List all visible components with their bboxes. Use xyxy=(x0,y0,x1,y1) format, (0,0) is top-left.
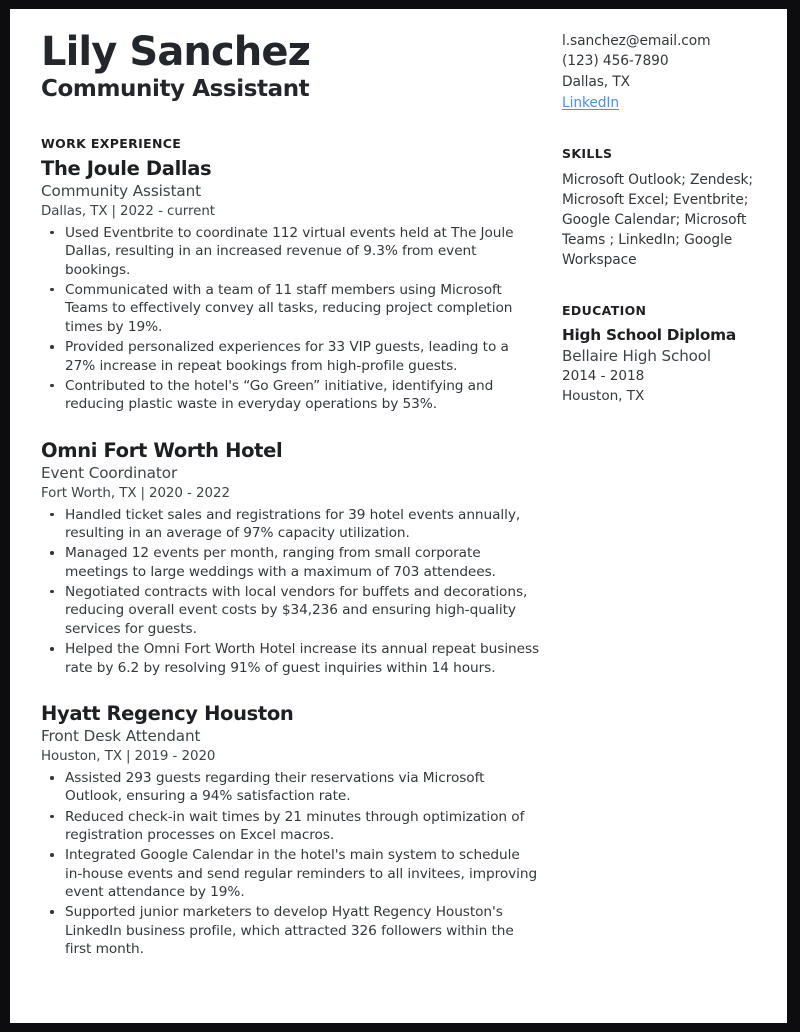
job-bullet-list xyxy=(41,769,541,959)
candidate-headline: Community Assistant xyxy=(41,76,310,103)
education-heading: EDUCATION xyxy=(562,303,647,319)
education-location: Houston, TX xyxy=(562,388,645,405)
contact-email[interactable]: l.sanchez@email.com xyxy=(562,33,711,49)
job-company: Hyatt Regency Houston xyxy=(41,702,294,726)
job-bullet: Assisted 293 guests regarding their reservations via Microsoft Outlook, ensuring a 94% satisfaction rate. xyxy=(41,769,541,806)
job-bullet: Helped the Omni Fort Worth Hotel increase its annual repeat business rate by 6.2 by resolving 91% of guest inquiries within 14 hours. xyxy=(41,640,541,677)
job-dates: 2022 - current xyxy=(119,204,216,220)
job-bullet: Reduced check-in wait times by 21 minutes through optimization of registration processes on Excel macros. xyxy=(41,808,541,845)
job-bullet-list xyxy=(41,224,541,414)
job-bullet: Managed 12 events per month, ranging from small corporate meetings to large weddings with a maximum of 703 attendees. xyxy=(41,544,541,581)
education-degree: High School Diploma xyxy=(562,326,736,345)
job-meta-separator: | xyxy=(111,204,116,220)
resume-page xyxy=(10,9,787,1023)
job-entry xyxy=(41,702,541,959)
education-school: Bellaire High School xyxy=(562,346,712,365)
job-meta xyxy=(41,484,541,503)
job-bullet: Provided personalized experiences for 33 VIP guests, leading to a 27% increase in repeat bookings from high-profile guests. xyxy=(41,338,541,375)
job-bullet: Communicated with a team of 11 staff members using Microsoft Teams to effectively convey all tasks, reducing project completion times by 19%. xyxy=(41,281,541,337)
job-dates: 2020 - 2022 xyxy=(148,486,230,502)
job-meta-separator: | xyxy=(140,486,145,502)
sidebar-column xyxy=(562,31,762,407)
job-bullet: Supported junior marketers to develop Hyatt Regency Houston's LinkedIn business profile, which attracted 326 followers within the first month. xyxy=(41,903,541,959)
linkedin-link[interactable]: LinkedIn xyxy=(562,95,620,112)
job-bullet: Contributed to the hotel's “Go Green” initiative, identifying and reducing plastic waste in everyday operations by 53%. xyxy=(41,377,541,414)
job-bullet: Handled ticket sales and registrations for 39 hotel events annually, resulting in an average of 97% capacity utilization. xyxy=(41,506,541,543)
job-meta xyxy=(41,747,541,766)
job-meta xyxy=(41,202,541,221)
job-dates: 2019 - 2020 xyxy=(134,749,216,765)
job-bullet-list xyxy=(41,506,541,678)
skills-heading: SKILLS xyxy=(562,145,613,161)
job-title: Community Assistant xyxy=(41,181,202,200)
job-company: Omni Fort Worth Hotel xyxy=(41,438,283,462)
contact-linkedin-wrapper xyxy=(562,92,762,113)
education-dates: 2014 - 2018 xyxy=(562,368,645,385)
job-title: Event Coordinator xyxy=(41,463,178,482)
main-column xyxy=(41,31,541,961)
job-bullet: Used Eventbrite to coordinate 112 virtual events held at The Joule Dallas, resulting in an increased revenue of 9.3% from event bookings. xyxy=(41,224,541,280)
job-title: Front Desk Attendant xyxy=(41,726,201,745)
job-location: Dallas, TX xyxy=(41,204,108,220)
work-experience-heading: WORK EXPERIENCE xyxy=(41,135,182,151)
job-entry xyxy=(41,157,541,414)
skills-list: Microsoft Outlook; Zendesk; Microsoft Excel; Eventbrite; Google Calendar; Microsoft Teams ; LinkedIn; Google Workspace xyxy=(562,171,753,269)
job-company: The Joule Dallas xyxy=(41,156,212,180)
job-bullet: Integrated Google Calendar in the hotel's main system to schedule in-house events and send regular reminders to all invitees, improving event attendance by 19%. xyxy=(41,846,541,902)
job-bullet: Negotiated contracts with local vendors for buffets and decorations, reducing overall event costs by $34,236 and ensuring high-quality services for guests. xyxy=(41,583,541,639)
job-location: Houston, TX xyxy=(41,749,122,765)
job-entry xyxy=(41,439,541,677)
job-meta-separator: | xyxy=(125,749,131,765)
candidate-name: Lily Sanchez xyxy=(41,29,310,75)
contact-phone[interactable]: (123) 456-7890 xyxy=(562,53,669,70)
contact-location: Dallas, TX xyxy=(562,73,631,90)
job-location: Fort Worth, TX xyxy=(41,486,137,502)
